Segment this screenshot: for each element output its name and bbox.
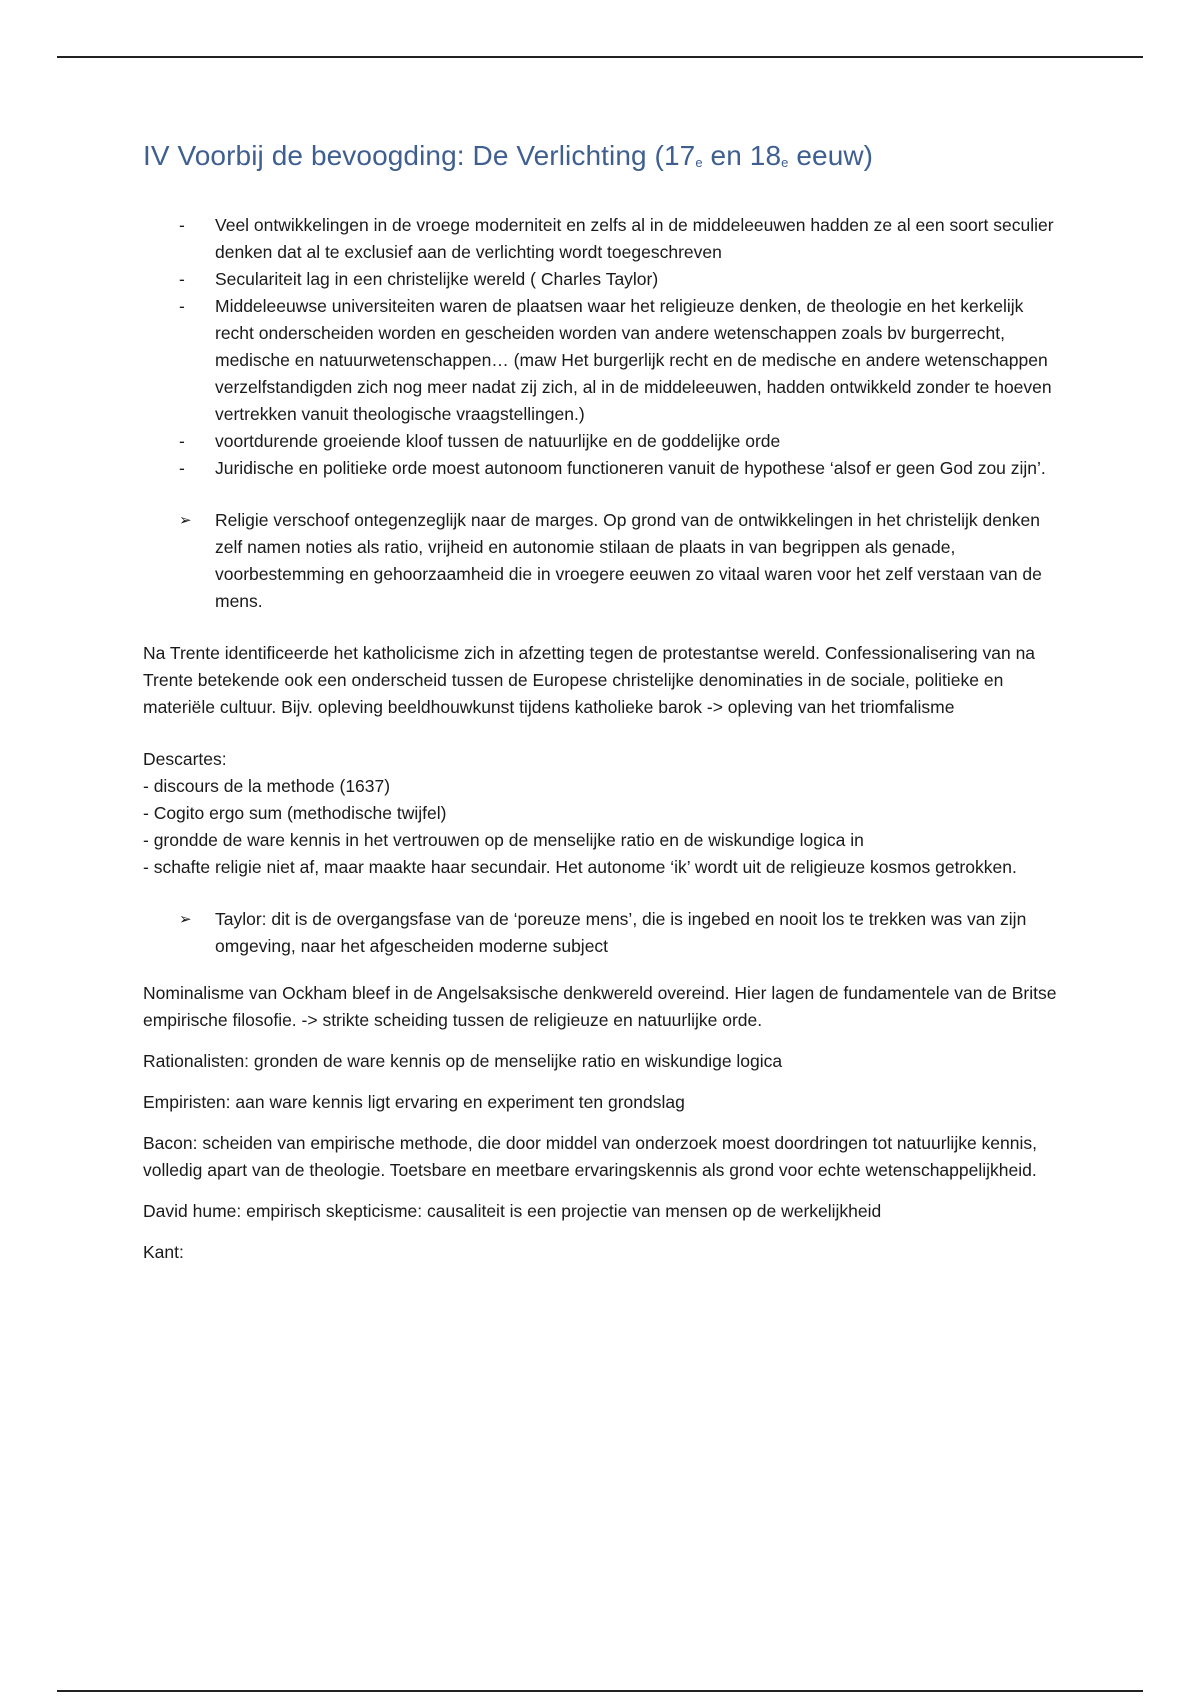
list-item: - Veel ontwikkelingen in de vroege moderniteit en zelfs al in de middeleeuwen hadden ze al een soort seculier denken dat al te exclusief aan de verlichting wordt toegeschreven [143, 212, 1063, 266]
paragraph-kant: Kant: [143, 1242, 184, 1262]
bottom-rule [57, 1690, 1143, 1692]
list-item: - voortdurende groeiende kloof tussen de natuurlijke en de goddelijke orde [143, 428, 1063, 455]
paragraph-empiristen: Empiristen: aan ware kennis ligt ervaring en experiment ten grondslag [143, 1092, 685, 1112]
dash-list [143, 212, 1063, 482]
dash-marker: - [179, 431, 185, 451]
descartes-title: Descartes: [143, 749, 227, 769]
paragraph-trente: Na Trente identificeerde het katholicisme zich in afzetting tegen de protestantse wereld. Confessionalisering van na Trente betekende ook een onderscheid tussen de Europese christelijke denominaties in de sociale, politieke en materiële cultuur. Bijv. opleving beeldhouwkunst tijdens katholieke barok -> opleving van het triomfalisme [143, 643, 1036, 717]
dash-marker: - [179, 215, 185, 235]
list-item: - Seculariteit lag in een christelijke wereld ( Charles Taylor) [143, 266, 1063, 293]
page-title: IV Voorbij de bevoogding: De Verlichting ($17_e$ en $18_e$ eeuw) [143, 140, 874, 171]
top-rule [57, 56, 1143, 58]
paragraph-hume: David hume: empirisch skepticisme: causaliteit is een projectie van mensen op de werkelijkheid [143, 1201, 882, 1221]
descartes-line: - discours de la methode (1637) [143, 776, 391, 796]
arrow-bullet-icon: ➢ [179, 512, 192, 529]
paragraph-rationalisten: Rationalisten: gronden de ware kennis op de menselijke ratio en wiskundige logica [143, 1051, 783, 1071]
dash-marker: - [179, 269, 185, 289]
arrow-bullet-religie: ➢ Religie verschoof ontegenzeglijk naar de marges. Op grond van de ontwikkelingen in het christelijk denken zelf namen noties als ratio, vrijheid en autonomie stilaan de plaats in van begrippen als genade, voorbestemming en gehoorzaamheid die in vroegere eeuwen zo vitaal waren voor het zelf verstaan van de mens. [143, 507, 1063, 615]
descartes-line: - Cogito ergo sum (methodische twijfel) [143, 803, 447, 823]
dash-marker: - [179, 458, 185, 478]
list-item: - Middeleeuwse universiteiten waren de plaatsen waar het religieuze denken, de theologie en het kerkelijk recht onderscheiden worden en gescheiden worden van andere wetenschappen zoals bv burgerrecht, medische en natuurwetenschappen… (maw Het burgerlijk recht en de medische en andere wetenschappen verzelfstandigden zich nog meer nadat zij zich, al in de middeleeuwen, hadden ontwikkeld zonder te hoeven vertrekken vanuit theologische vraagstellingen.) [143, 293, 1063, 428]
arrow-bullet-taylor: ➢ Taylor: dit is de overgangsfase van de ‘poreuze mens’, die is ingebed en nooit los te trekken was van zijn omgeving, naar het afgescheiden moderne subject [143, 906, 1063, 960]
arrow-bullet-icon: ➢ [179, 911, 192, 928]
dash-marker: - [179, 296, 185, 316]
list-item: - Juridische en politieke orde moest autonoom functioneren vanuit de hypothese ‘alsof er geen God zou zijn’. [143, 455, 1063, 482]
paragraph-bacon: Bacon: scheiden van empirische methode, die door middel van onderzoek moest doordringen tot natuurlijke kennis, volledig apart van de theologie. Toetsbare en meetbare ervaringskennis als grond voor echte wetenschappelijkheid. [143, 1133, 1037, 1180]
document-body [143, 140, 1063, 1266]
descartes-section [143, 746, 1063, 881]
paragraph-ockham: Nominalisme van Ockham bleef in de Angelsaksische denkwereld overeind. Hier lagen de fundamentele van de Britse empirische filosofie. -> strikte scheiding tussen de religieuze en natuurlijke orde. [143, 983, 1057, 1030]
descartes-line: - grondde de ware kennis in het vertrouwen op de menselijke ratio en de wiskundige logica in [143, 830, 864, 850]
descartes-line: - schafte religie niet af, maar maakte haar secundair. Het autonome ‘ik’ wordt uit de religieuze kosmos getrokken. [143, 857, 1017, 877]
